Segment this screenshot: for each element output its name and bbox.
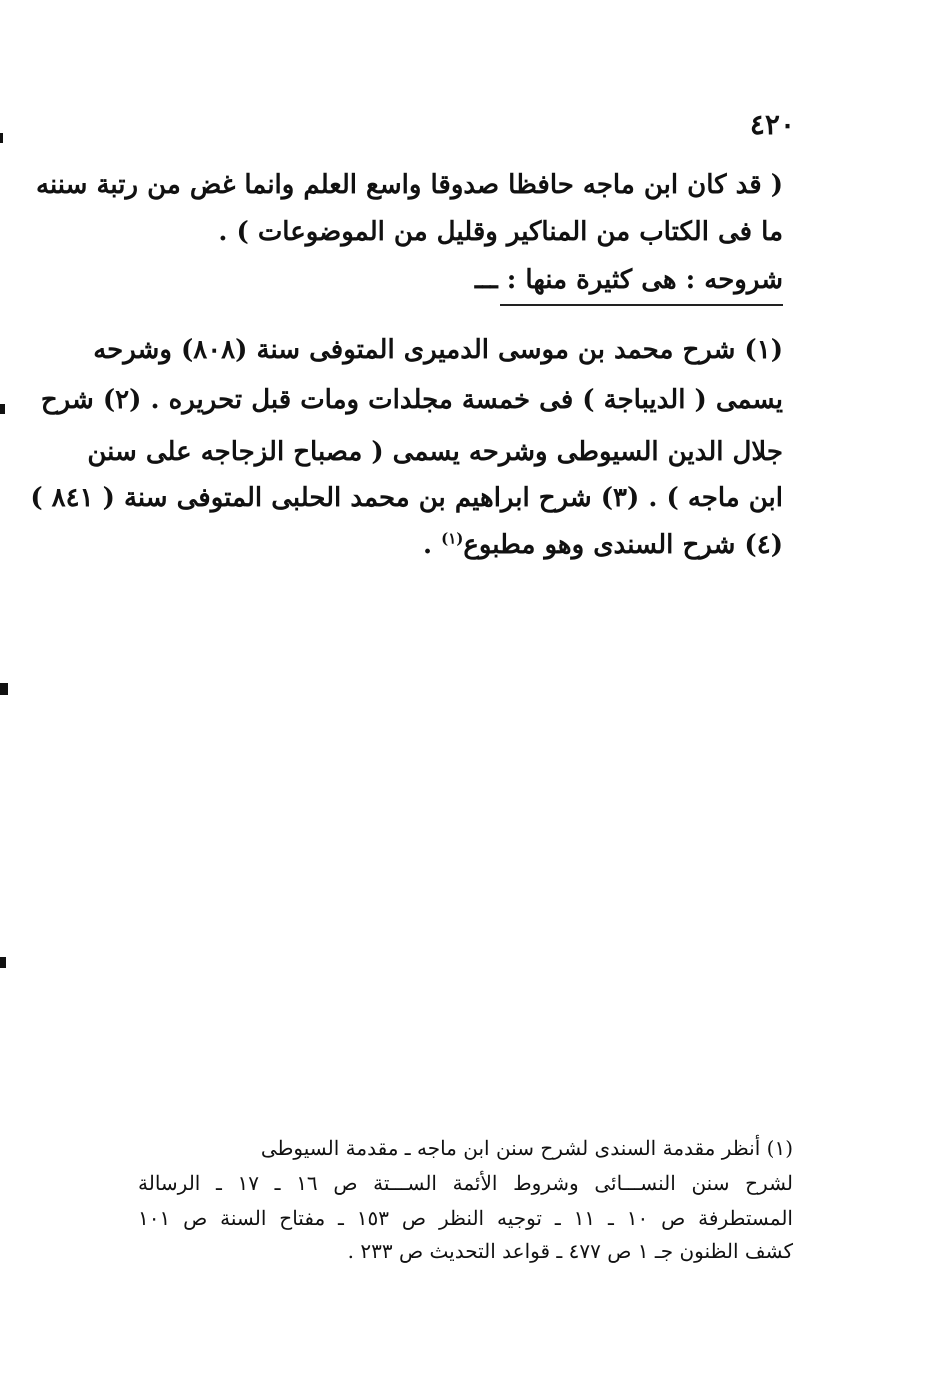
footnote-line: كشف الظنون جـ ١ ص ٤٧٧ ـ قواعد التحديث ص ٢٣٣ . xyxy=(347,1239,793,1263)
quote-line: ( قد كان ابن ماجه حافظا صدوقا واسع العلم وانما غض من رتبة سننه xyxy=(36,170,783,200)
commentary-text: (٤) شرح السندى وهو مطبوع xyxy=(463,530,783,560)
section-heading: شروحه : هى كثيرة منها : ـــ xyxy=(500,260,783,306)
scan-edge-mark xyxy=(0,683,8,695)
footnote-line: المستطرفة ص ١٠ ـ ١١ ـ توجيه النظر ص ١٥٣ ـ مفتاح السنة ص ١٠١ xyxy=(138,1206,793,1230)
footnote-line: لشرح سنن النســـائى وشروط الأئمة الســـتة ص ١٦ ـ ١٧ ـ الرسالة xyxy=(138,1171,794,1195)
footnote-line: (١) أنظر مقدمة السندى لشرح سنن ابن ماجه ـ مقدمة السيوطى xyxy=(260,1136,793,1160)
page-number: ٤٢٠ xyxy=(749,108,795,141)
commentary-line: (١) شرح محمد بن موسى الدميرى المتوفى سنة (٨٠٨) وشرحه xyxy=(93,335,783,365)
commentary-line: ابن ماجه ) . (٣) شرح ابراهيم بن محمد الحلبى المتوفى سنة ( ٨٤١ ) xyxy=(30,483,783,513)
sentence-end: . xyxy=(422,530,442,560)
footnote-reference: (١) xyxy=(441,529,464,548)
quote-line: ما فى الكتاب من المناكير وقليل من الموضوعات ) . xyxy=(218,217,783,247)
commentary-line: يسمى ( الديباجة ) فى خمسة مجلدات ومات قبل تحريره . (٢) شرح xyxy=(40,385,783,415)
scan-edge-mark xyxy=(0,133,3,143)
commentary-line xyxy=(133,525,783,565)
scan-edge-mark xyxy=(0,404,5,414)
commentary-line: جلال الدين السيوطى وشرحه يسمى ( مصباح الزجاجه على سنن xyxy=(87,437,783,467)
scan-edge-mark xyxy=(0,957,6,968)
